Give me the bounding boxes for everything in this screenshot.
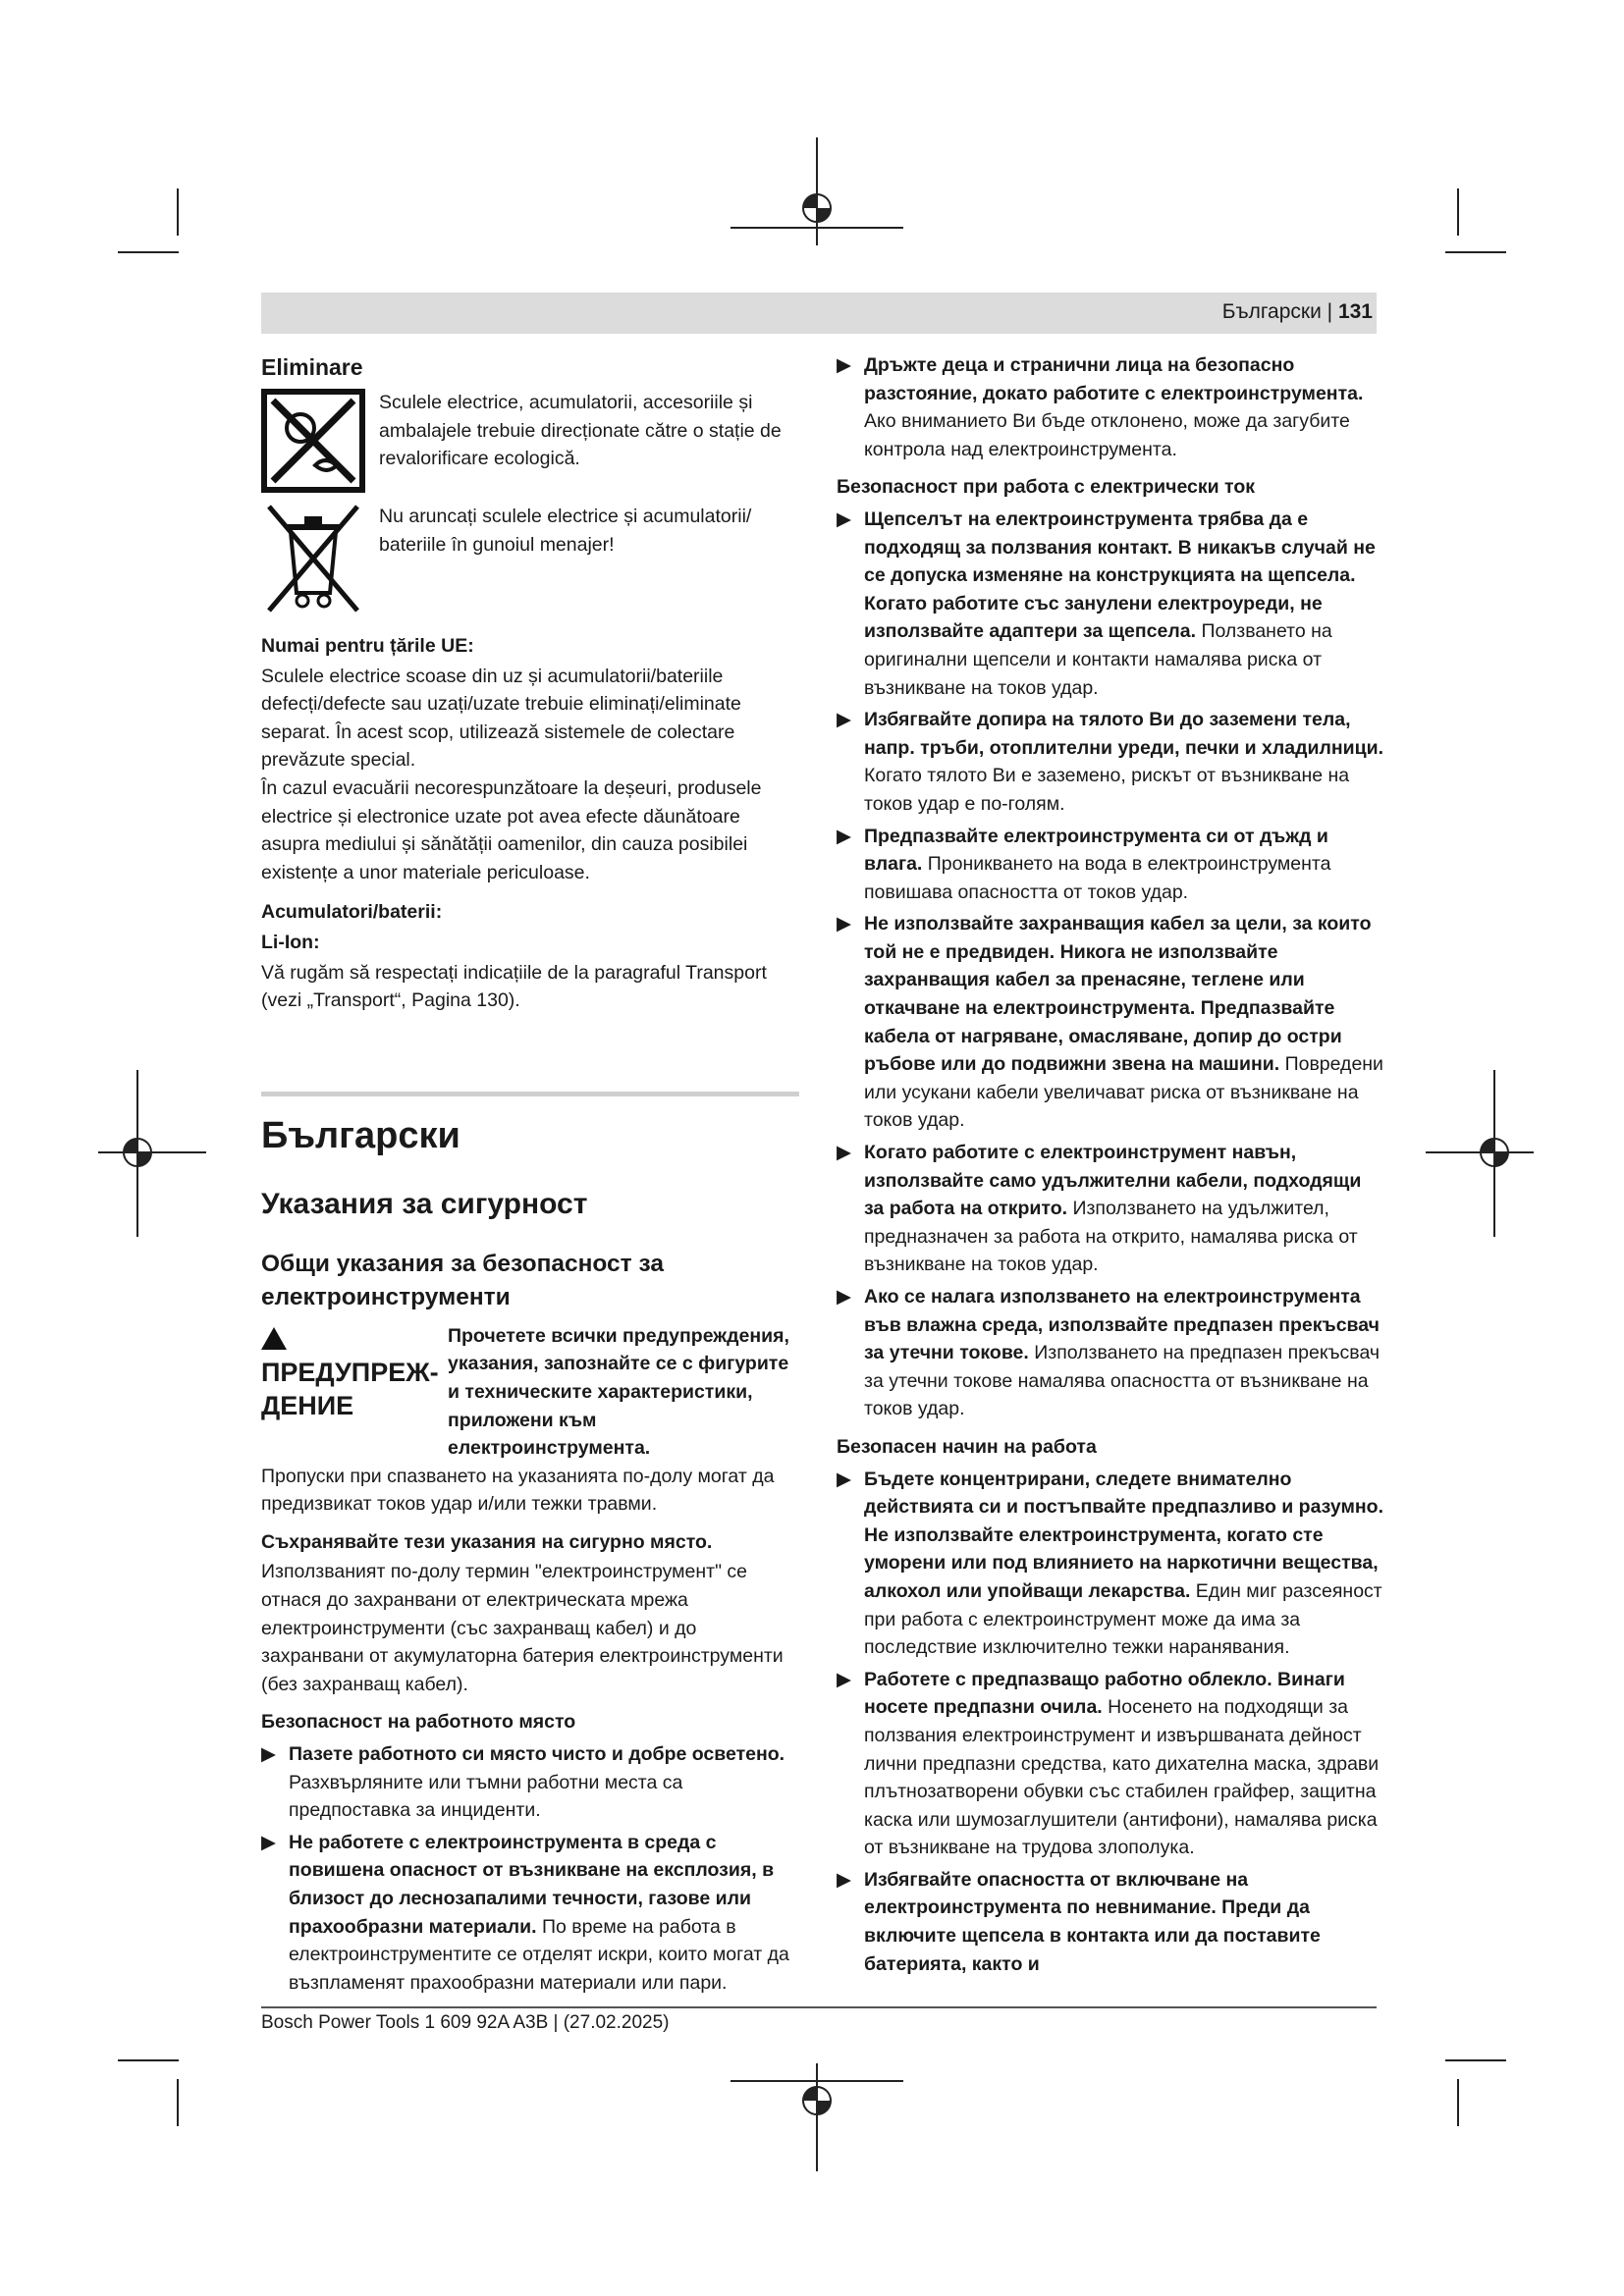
list-item bbox=[837, 910, 1386, 1135]
list-item bbox=[837, 1283, 1386, 1423]
bullet-arrow-icon: ▶ bbox=[837, 913, 851, 935]
section-rule bbox=[261, 1092, 799, 1096]
page-number: 131 bbox=[1337, 300, 1373, 323]
warning-triangle-icon bbox=[261, 1327, 287, 1350]
bin-text: Nu aruncați sculele electrice și acumulatorii/ bateriile în gunoiul menajer! bbox=[379, 506, 752, 556]
bullet-arrow-icon: ▶ bbox=[261, 1831, 276, 1853]
left-column bbox=[261, 351, 799, 2001]
crop-mark bbox=[177, 188, 179, 236]
eu-paragraph-2: În cazul evacuării necorespunzătoare la deșeuri, produsele electrice și electronice uzate pot avea efecte dăunătoare asupra mediului și sănătății oamenilor, din cauza posibilei existențe a unor materiale periculoase. bbox=[261, 776, 762, 883]
list-item bbox=[837, 1666, 1386, 1862]
bullet-text: Проникването на вода в електроинструмента повишава опасността от токов удар. bbox=[864, 853, 1331, 903]
recycle-text: Sculele electrice, acumulatorii, accesoriile și ambalajele trebuie direcționate către o stație de revalorificare ecologică. bbox=[379, 392, 782, 470]
footer-rule bbox=[261, 2006, 1377, 2008]
bullet-arrow-icon: ▶ bbox=[837, 825, 851, 847]
bullet-lead: Избягвайте допира на тялото Ви до заземени тела, напр. тръби, отоплителни уреди, печки и хладилници. bbox=[864, 709, 1384, 759]
bullet-text: Носенето на подходящи за ползвания електроинструмент и извършваната дейност лични предпазни средства, като дихателна маска, здрави плътнозатворени обувки със стабилен грайфер, защитна каска или шумозаглушители (антифони), намалява риска от възникване на трудова злополука. bbox=[864, 1696, 1380, 1859]
bullet-lead: Когато работите с електроинструмент навън, използвайте само удължителни кабели, подходящи за работа на открито. bbox=[864, 1142, 1362, 1220]
bullet-arrow-icon: ▶ bbox=[837, 1286, 851, 1308]
bullet-text: Един миг разсеяност при работа с електроинструмент може да има за последствие изключително тежки наранявания. bbox=[864, 1579, 1382, 1659]
bullet-text: Разхвърляните или тъмни работни места са предпоставка за инциденти. bbox=[289, 1771, 683, 1822]
bullet-text: Когато тялото Ви е заземено, рискът от възникване на токов удар е по-голям. bbox=[864, 765, 1350, 815]
bullet-text: Използването на удължител, предназначен за работа на открито, намалява риска от възникване на токов удар. bbox=[864, 1198, 1358, 1276]
work-safety-title: Безопасен начин на работа bbox=[837, 1435, 1097, 1458]
crop-mark bbox=[1457, 2079, 1459, 2126]
bullet-text: Ако вниманието Ви бъде отклонено, може да загубите контрола над електроинструмента. bbox=[864, 410, 1350, 460]
list-item bbox=[837, 1466, 1386, 1662]
bullet-arrow-icon: ▶ bbox=[837, 1668, 851, 1690]
page-header: Български | 131 bbox=[1221, 300, 1373, 323]
list-item bbox=[837, 506, 1386, 702]
recycle-icon bbox=[261, 389, 365, 493]
eu-title: Numai pentru țările UE: bbox=[261, 635, 474, 657]
crop-mark bbox=[177, 2079, 179, 2126]
registration-mark-top bbox=[731, 137, 907, 245]
header-section: Български bbox=[1221, 300, 1322, 323]
list-item bbox=[837, 823, 1386, 907]
bullet-lead: Пазете работното си място чисто и добре осветено. bbox=[289, 1743, 785, 1766]
general-safety-title: Общи указания за безопасност за електроинструменти bbox=[261, 1250, 664, 1310]
bin-row bbox=[261, 503, 799, 607]
eu-paragraph-1: Sculele electrice scoase din uz și acumulatorii/bateriile defecți/defecte sau uzați/uzate trebuie eliminați/eliminate separat. În acest scop, utilizează sistemele de colectare prevăzute special. bbox=[261, 665, 741, 772]
list-item bbox=[261, 1740, 799, 1825]
crop-mark bbox=[1445, 251, 1506, 253]
crossed-bin-icon bbox=[261, 503, 365, 607]
list-item bbox=[837, 351, 1386, 463]
warning-lead: Прочетете всички предупреждения, указания, запознайте се с фигурите и техническите характеристики, приложени към електроинструмента. bbox=[448, 1324, 789, 1460]
registration-mark-bottom bbox=[731, 2063, 907, 2171]
bullet-lead: Дръжте деца и странични лица на безопасно разстояние, докато работите с електроинструмента. bbox=[864, 354, 1364, 404]
bullet-lead: Щепселът на електроинструмента трябва да е подходящ за ползвания контакт. В никакъв случай не се допуска изменяне на конструкцията на щепсела. Когато работите със занулени електроуреди, не използвайте адаптери за щепсела. bbox=[864, 507, 1376, 643]
crop-mark bbox=[118, 2059, 179, 2061]
right-column bbox=[837, 351, 1386, 1982]
accumulators-title: Acumulatori/baterii: bbox=[261, 901, 443, 924]
bullet-arrow-icon: ▶ bbox=[261, 1743, 276, 1766]
bullet-arrow-icon: ▶ bbox=[837, 709, 851, 731]
bullet-lead: Бъдете концентрирани, следете внимателно действията си и постъпвайте предпазливо и разумно. Не използвайте електроинструмента, когато сте уморени или под влиянието на наркотични вещества, алкохол или упойващи лекарства. bbox=[864, 1468, 1383, 1602]
language-title: Български bbox=[261, 1114, 460, 1156]
warning-signal-word: ПРЕДУПРЕЖ- ДЕНИЕ bbox=[261, 1357, 439, 1420]
eliminare-title: Eliminare bbox=[261, 354, 363, 380]
workplace-title: Безопасност на работното място bbox=[261, 1711, 576, 1734]
bullet-arrow-icon: ▶ bbox=[837, 1468, 851, 1490]
bullet-arrow-icon: ▶ bbox=[837, 1868, 851, 1891]
bullet-lead: Предпазвайте електроинструмента си от дъжд и влага. bbox=[864, 825, 1328, 876]
bullet-lead: Работете с предпазващо работно облекло. Винаги носете предпазни очила. bbox=[864, 1668, 1345, 1719]
crop-mark bbox=[1445, 2059, 1506, 2061]
registration-mark-left bbox=[98, 1070, 206, 1237]
bullet-text: По време на работа в електроинструментите се отделят искри, които могат да възпламенят прахообразни материали или пари. bbox=[289, 1915, 789, 1994]
keep-instructions: Съхранявайте тези указания на сигурно място. bbox=[261, 1530, 713, 1553]
bullet-arrow-icon: ▶ bbox=[837, 1142, 851, 1164]
bullet-text: Ползването на оригинални щепсели и контакти намалява риска от възникване на токов удар. bbox=[864, 620, 1332, 699]
page-footer: Bosch Power Tools 1 609 92A A3B | (27.02.2025) bbox=[261, 2012, 670, 2033]
bullet-lead: Не използвайте захранващия кабел за цели, за които той не е предвиден. Никога не използвайте захранващия кабел за пренасяне, теглене или откачване на електроинструмента. Предпазвайте кабела от нагряване, омасляване, допир до остри ръбове или до подвижни звена на машини. bbox=[864, 913, 1372, 1076]
bullet-text: Повредени или усукани кабели увеличават риска от възникване на токов удар. bbox=[864, 1053, 1383, 1132]
bullet-text: Използването на предпазен прекъсвач за утечни токове намалява опасността от възникване на токов удар. bbox=[864, 1342, 1380, 1420]
electric-safety-title: Безопасност при работа с електрически ток bbox=[837, 476, 1256, 499]
crop-mark bbox=[1457, 188, 1459, 236]
li-ion-title: Li-Ion: bbox=[261, 931, 320, 953]
recycle-row bbox=[261, 389, 799, 493]
bullet-arrow-icon: ▶ bbox=[837, 354, 851, 376]
term-definition: Използваният по-долу термин "електроинструмент" се отнася до захранвани от електрическата мрежа електроинструменти (със захранващ кабел) и до захранвани от акумулаторна батерия електроинструменти (без захранващ кабел). bbox=[261, 1561, 784, 1695]
list-item bbox=[837, 1139, 1386, 1279]
list-item bbox=[261, 1829, 799, 1998]
bullet-lead: Избягвайте опасността от включване на електроинструмента по невнимание. Преди да включите щепсела в контакта или да поставите батерията, както и bbox=[864, 1868, 1321, 1975]
list-item bbox=[837, 1866, 1386, 1978]
warning-signal bbox=[261, 1322, 448, 1463]
bullet-lead: Не работете с електроинструмента в среда с повишена опасност от възникване на експлозия, в близост до леснозапалими течности, газове или прахообразни материали. bbox=[289, 1831, 775, 1938]
li-ion-text: Vă rugăm să respectați indicațiile de la paragraful Transport (vezi „Transport“, Pagina 130). bbox=[261, 961, 767, 1012]
header-bar bbox=[261, 293, 1377, 334]
warning-block bbox=[261, 1322, 799, 1463]
registration-mark-right bbox=[1426, 1070, 1534, 1237]
bullet-lead: Ако се налага използването на електроинструмента във влажна среда, използвайте предпазен прекъсвач за утечни токове. bbox=[864, 1286, 1380, 1364]
bullet-arrow-icon: ▶ bbox=[837, 507, 851, 530]
crop-mark bbox=[118, 251, 179, 253]
safety-title: Указания за сигурност bbox=[261, 1187, 588, 1220]
list-item bbox=[837, 706, 1386, 818]
warning-rest: Пропуски при спазването на указанията по-долу могат да предизвикат токов удар и/или тежки травми. bbox=[261, 1465, 775, 1516]
